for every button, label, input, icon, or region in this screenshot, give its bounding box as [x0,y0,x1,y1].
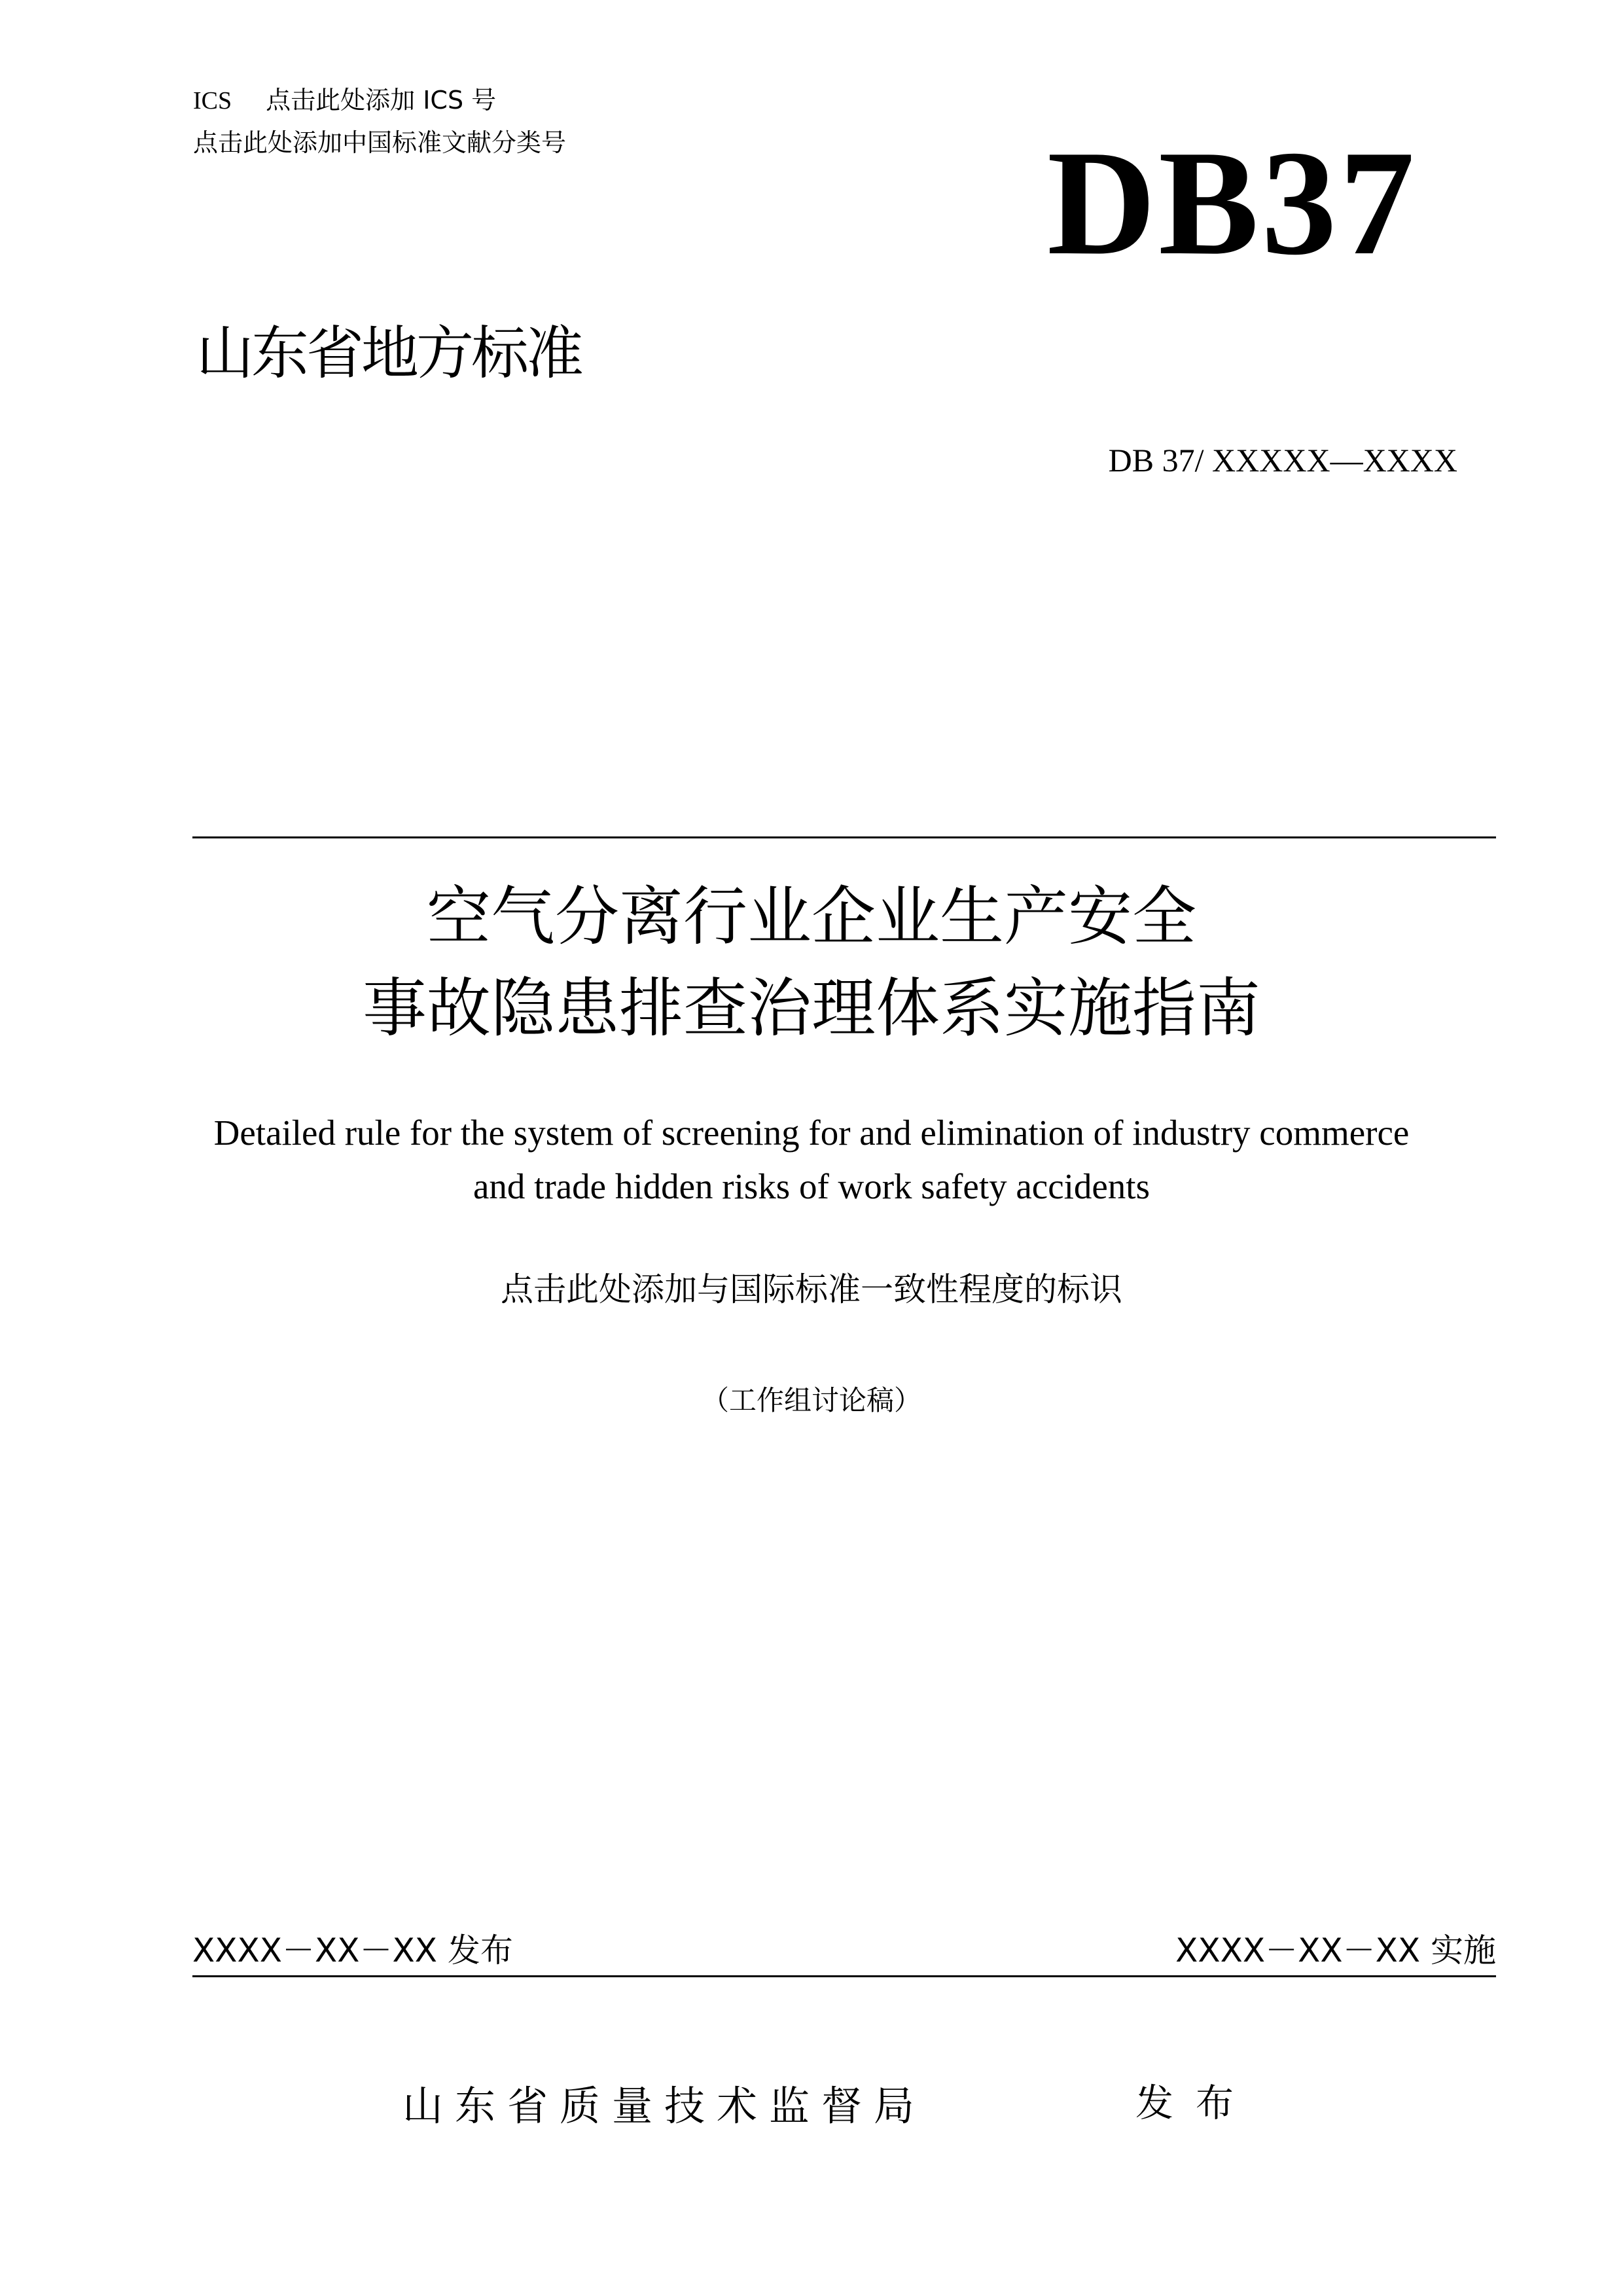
chinese-title-line-1: 空气分离行业企业生产安全 [426,880,1196,954]
english-title-line-1: Detailed rule for the system of screening for and elimination of industry commerce [213,1113,1410,1153]
chinese-title-line-2: 事故隐患排查治理体系实施指南 [362,971,1260,1046]
issuing-authority: 山东省质量技术监督局 [402,2082,927,2130]
ics-line [193,82,496,119]
english-title-line-2: and trade hidden risks of work safety accidents [473,1166,1150,1206]
effective-date: XXXX－XX－XX 实施 [1175,1931,1496,1969]
standard-number: DB 37/ XXXXX—XXXX [1108,442,1457,478]
ics-label: ICS [193,87,232,115]
draft-stage: （工作组讨论稿） [701,1384,921,1416]
standard-type: 山东省地方标准 [196,319,582,387]
issue-label: 发布 [1135,2081,1257,2125]
bottom-divider [192,1975,1496,1977]
db-mark: DB37 [1047,119,1418,286]
ics-placeholder[interactable]: 点击此处添加 ICS 号 [266,86,497,115]
consistency-placeholder[interactable]: 点击此处添加与国际标准一致性程度的标识 [501,1270,1122,1308]
top-divider [192,836,1496,838]
ccs-placeholder[interactable]: 点击此处添加中国标准文献分类号 [193,128,567,157]
publish-date: XXXX－XX－XX 发布 [192,1931,513,1969]
